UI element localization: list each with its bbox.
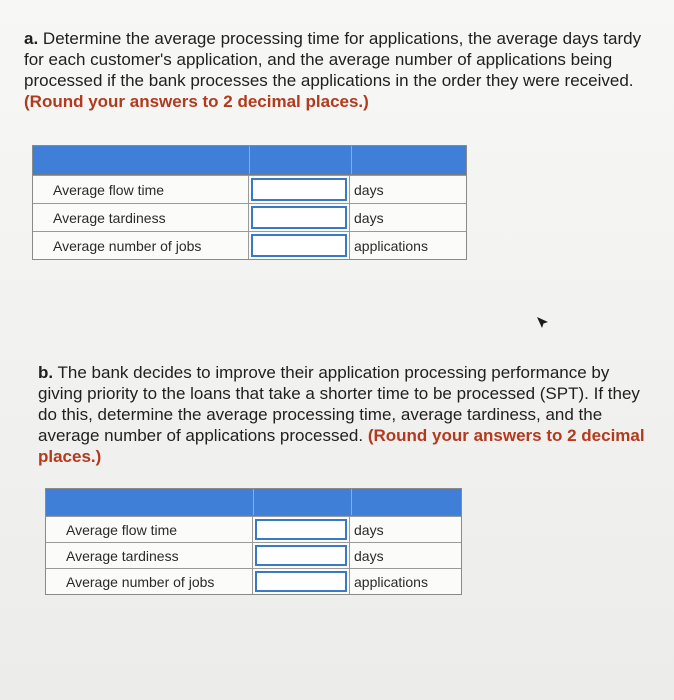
question-a-letter: a. [24, 29, 39, 48]
table-a-row-number-of-jobs [33, 231, 466, 259]
b-average-number-of-jobs-input[interactable] [255, 571, 347, 592]
row-unit: applications [354, 573, 428, 590]
row-unit: applications [354, 237, 428, 254]
row-label: Average number of jobs [46, 569, 253, 594]
answer-table-b [45, 488, 462, 595]
row-input-cell [249, 204, 350, 231]
question-a-rounding-note: (Round your answers to 2 decimal places.) [24, 92, 369, 111]
table-a-header [33, 146, 466, 175]
a-average-number-of-jobs-input[interactable] [251, 234, 347, 257]
table-a-header-input-col [250, 146, 352, 174]
table-a-header-label-col [33, 146, 250, 174]
table-b-header-unit-col [352, 489, 461, 515]
row-input-cell [249, 176, 350, 203]
table-a-row-flow-time [33, 175, 466, 203]
row-unit: days [354, 547, 384, 564]
row-input-cell [249, 232, 350, 259]
a-average-tardiness-input[interactable] [251, 206, 347, 229]
question-b-rounding-note: (Round your answers to 2 decimal places.) [38, 426, 645, 466]
row-input-cell [253, 517, 350, 542]
table-a-header-unit-col [352, 146, 466, 174]
table-b-row-tardiness [46, 542, 461, 568]
row-label: Average tardiness [33, 204, 249, 231]
table-b-row-number-of-jobs [46, 568, 461, 594]
table-b-header [46, 489, 461, 516]
b-average-tardiness-input[interactable] [255, 545, 347, 566]
question-b-body: The bank decides to improve their application processing performance by giving priority to the loans that take a shorter time to be processed (SPT). If they do this, determine the average processing time, average tardiness, and the average number of applications processed. [38, 363, 640, 445]
table-b-header-label-col [46, 489, 254, 515]
table-b-row-flow-time [46, 516, 461, 542]
row-label: Average tardiness [46, 543, 253, 568]
question-a-body: Determine the average processing time for applications, the average days tardy for each customer's application, and the average number of applications being processed if the bank processes the applications in the order they were received. [24, 29, 642, 90]
mouse-cursor-icon [536, 316, 550, 330]
question-a-text [24, 28, 664, 112]
row-input-cell [253, 569, 350, 594]
question-b-text [38, 362, 650, 467]
table-b-header-input-col [254, 489, 352, 515]
table-a-row-tardiness [33, 203, 466, 231]
row-input-cell [253, 543, 350, 568]
answer-table-a [32, 145, 467, 260]
row-label: Average flow time [33, 176, 249, 203]
a-average-flow-time-input[interactable] [251, 178, 347, 201]
row-label: Average number of jobs [33, 232, 249, 259]
row-label: Average flow time [46, 517, 253, 542]
question-b-letter: b. [38, 363, 54, 382]
row-unit: days [354, 181, 384, 198]
row-unit: days [354, 521, 384, 538]
row-unit: days [354, 209, 384, 226]
b-average-flow-time-input[interactable] [255, 519, 347, 540]
